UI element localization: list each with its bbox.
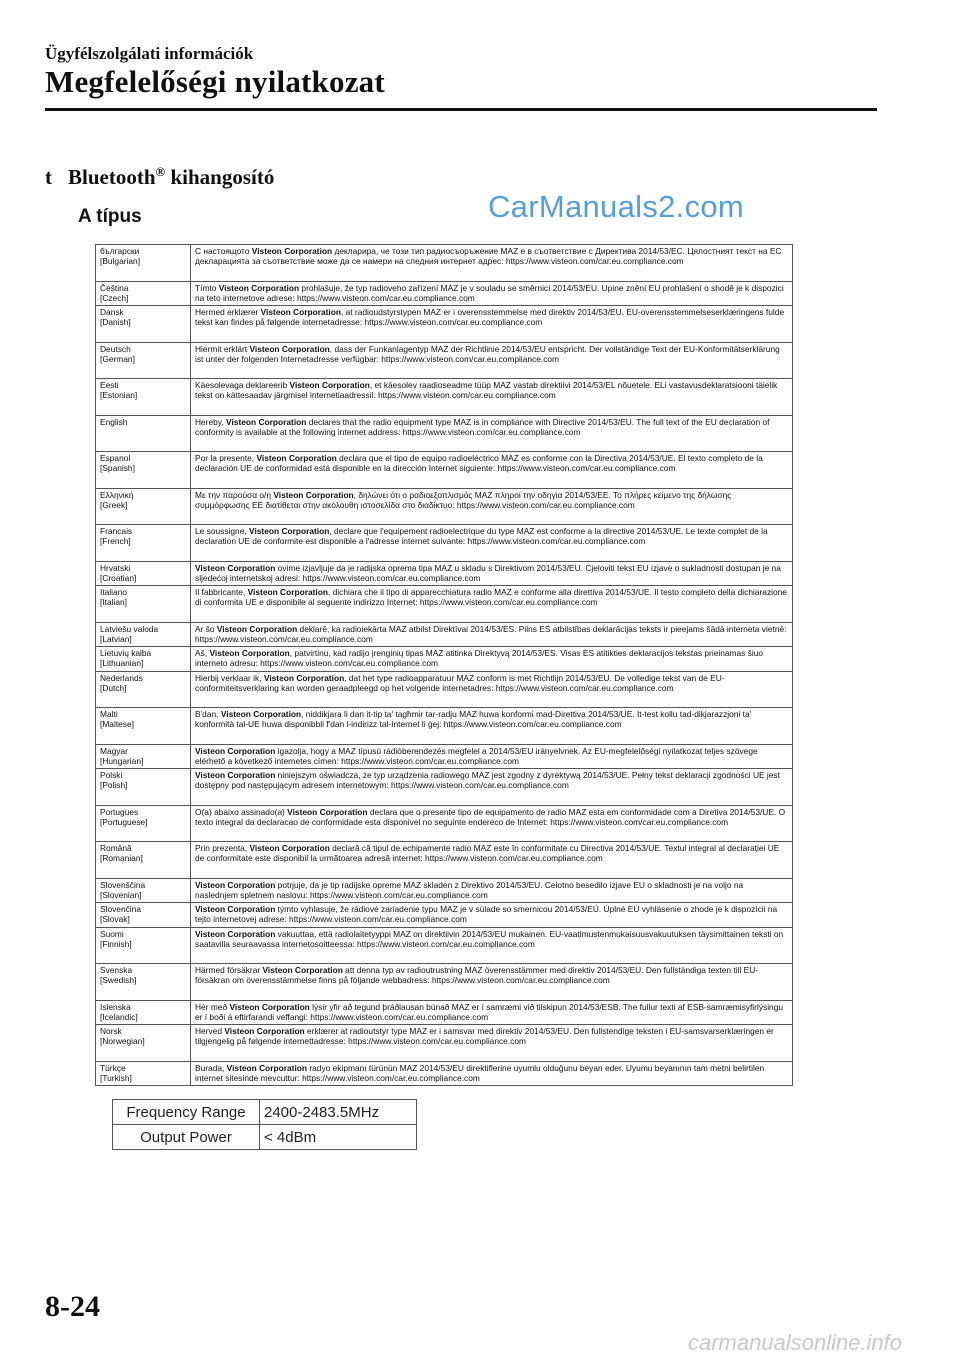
declaration-company: Visteon Corporation <box>249 526 330 536</box>
spec-value: 2400-2483.5MHz <box>260 1100 417 1125</box>
declaration-row <box>96 903 793 928</box>
declaration-text-post: potrjuje, da je tip radijske opreme MAZ skladen z Direktivo 2014/53/EU. Celotno besedilo izjave EU o skladnosti je na voljo na naslednjem spletnem naslovu: https://www.visteon.com/car.eu.compliance.com <box>195 879 744 900</box>
declaration-text-post: týmto vyhlasuje, že rádiové zariadenie typu MAZ je v súlade so smernicou 2014/53/EÚ. Úplné EÚ vyhlásenie o zhode je k dispozícii na tejto internetovej adrese: https://www.visteon.com/car.eu.compliance.com <box>195 904 778 925</box>
declaration-text-post: vakuuttaa, että radiolaitetyyppi MAZ on direktiivin 2014/53/EU mukainen. EU-vaatimustenmukaisuusvakuutuksen täysimittainen teksti on saatavilla seuraavassa internetosoitteessa: https://www.visteon.com/car.eu.compliance.com <box>195 928 784 949</box>
declaration-text <box>191 744 793 769</box>
declaration-text-post: , declare que l'equipement radioelectrique du type MAZ est conforme a la directive 2014/53/UE. Le texte complet de la declaration UE de conformite est disponible a l'adresse internet suivante: https://www.visteon.com/car.eu.compliance.com <box>195 526 768 547</box>
type-label: A típus <box>78 206 142 227</box>
declaration-language: Ελληνική [Greek] <box>96 488 191 525</box>
declaration-table-body <box>96 245 793 1086</box>
declaration-language: Norsk [Norwegian] <box>96 1025 191 1062</box>
declaration-text <box>191 671 793 708</box>
declaration-language: Latviešu valoda [Latvian] <box>96 622 191 647</box>
declaration-language: Dansk [Danish] <box>96 306 191 343</box>
declaration-text-pre: Hereby, <box>195 416 227 427</box>
declaration-text <box>191 245 793 282</box>
declaration-text-pre: Hierbij verklaar ik, <box>195 672 264 683</box>
declaration-language: English <box>96 415 191 452</box>
declaration-text-post: , et käesolev raadioseadme tüüp MAZ vastab direktiivi 2014/53/EL nõuetele. ELi vastavusdeklaratsiooni täielik tekst on kättesaadav järgmisel internetiaadressil: https://www.visteon.com/car.eu.compliance.com <box>195 380 778 401</box>
declaration-text-pre: Ar šo <box>195 623 217 634</box>
declaration-text-pre: Hermed erklærer <box>195 307 261 317</box>
declaration-text <box>191 1061 793 1086</box>
declaration-row <box>96 842 793 879</box>
declaration-text-pre: Käesolevaga deklareerib <box>195 380 290 390</box>
footer-watermark: carmanualsonline.info <box>688 1330 903 1355</box>
declaration-text-pre: O(a) abaixo assinado(a) <box>195 806 288 817</box>
declaration-text <box>191 708 793 745</box>
declaration-row <box>96 281 793 306</box>
declaration-text <box>191 1000 793 1025</box>
declaration-text-post: декларира, че този тип радиосъоръжение MAZ е в съответствие с Директива 2014/53/ЕС. Цялостният текст на ЕС декларацията за съответствие може да се намери на следния интернет адрес: https://www.visteon.com/car.eu.compliance.com <box>195 246 782 267</box>
declaration-language: български [Bulgarian] <box>96 245 191 282</box>
declaration-language: Malti [Maltese] <box>96 708 191 745</box>
declaration-row <box>96 805 793 842</box>
declaration-company: Visteon Corporation <box>287 806 368 817</box>
declaration-row <box>96 415 793 452</box>
declaration-row <box>96 306 793 343</box>
declaration-language: Francais [French] <box>96 525 191 562</box>
declaration-language: Hrvatski [Croatian] <box>96 561 191 586</box>
spec-row <box>113 1125 417 1150</box>
declaration-row <box>96 1000 793 1025</box>
declaration-text-pre: Hiermit erklärt <box>195 343 250 354</box>
declaration-text-pre: Le soussigne, <box>195 526 250 536</box>
declaration-text-pre: Prin prezenta, <box>195 843 250 853</box>
declaration-text <box>191 903 793 928</box>
bullet-glyph: t <box>45 165 52 189</box>
declaration-language: Slovenščina [Slovenian] <box>96 878 191 903</box>
declaration-company: Visteon Corporation <box>249 343 330 354</box>
declaration-text <box>191 878 793 903</box>
declaration-text-post: declara que o presente tipo de equipamento de radio MAZ esta em conformidade com a Diretiva 2014/53/UE. O texto integral da declaracao de conformidade esta disponivel no seguinte endereco de Internet: https://www.visteon.com/car.eu.compliance.com <box>195 806 786 827</box>
declaration-text <box>191 281 793 306</box>
declaration-text-post: igazolja, hogy a MAZ típusú rádióberendezés megfelel a 2014/53/EU irányelvnek. Az EU-megfelelőségi nyilatkozat teljes szövege elérhető a következő internetes címen: https://www.visteon.com/car.eu.compliance.com <box>195 745 758 766</box>
declaration-row <box>96 452 793 489</box>
declaration-row <box>96 927 793 964</box>
declaration-row <box>96 769 793 806</box>
declaration-text <box>191 805 793 842</box>
declaration-text-pre: Aš, <box>195 648 210 658</box>
declaration-company: Visteon Corporation <box>226 416 307 427</box>
declaration-language: Türkçe [Turkish] <box>96 1061 191 1086</box>
declaration-company: Visteon Corporation <box>226 1062 308 1073</box>
declaration-language: Lietuvių kalba [Lithuanian] <box>96 647 191 672</box>
title-rule <box>45 108 877 111</box>
declaration-company: Visteon Corporation <box>195 562 276 573</box>
declaration-company: Visteon Corporation <box>209 648 290 658</box>
page-number: 8-24 <box>45 1290 100 1323</box>
declaration-language: Deutsch [German] <box>96 342 191 379</box>
declaration-company: Visteon Corporation <box>229 1001 310 1012</box>
declaration-text <box>191 1025 793 1062</box>
declaration-text-pre: Burada, <box>195 1062 227 1073</box>
declaration-row <box>96 245 793 282</box>
declaration-language: Magyar [Hungarian] <box>96 744 191 769</box>
declaration-company: Visteon Corporation <box>262 965 343 975</box>
declaration-company: Visteon Corporation <box>195 879 276 890</box>
declaration-company: Visteon Corporation <box>195 904 276 914</box>
declaration-text-pre: Με την παρούσα ο/η <box>195 489 274 500</box>
declaration-text-post: declares that the radio equipment type MAZ is in compliance with Directive 2014/53/EU. The full text of the EU declaration of conformity is available at the following internet address: https://www.visteon.com/car.eu.compliance.com <box>195 416 770 437</box>
declaration-text <box>191 622 793 647</box>
declaration-row <box>96 744 793 769</box>
declaration-row <box>96 525 793 562</box>
declaration-text-post: radyo ekipmanı türünün MAZ 2014/53/EU direktiflerine uyumlu olduğunu beyan eder. Uyumu beyanının tam metni belirtilen internet sitesinde mevcuttur: https://www.visteon.com/car.eu.compliance.com <box>195 1062 765 1083</box>
declaration-company: Visteon Corporation <box>256 453 337 463</box>
declaration-text <box>191 769 793 806</box>
declaration-text-post: deklarē, ka radioiekārta MAZ atbilst Direktīvai 2014/53/ES. Pilns ES atbilstības deklarācijas teksts ir pieejams šādā interneta vietnē: https://www.visteon.com/car.eu.compliance.com <box>195 623 787 644</box>
declaration-text-pre: Por la presente, <box>195 453 257 463</box>
declaration-text-post: lýsir yfir að tegund þráðlausan búnað MAZ er í samræmi við tilskipun 2014/53/ESB. The fullur texti af ESB-samræmisyfirlýsingu er í boði á eftirfarandi veffangi: https://www.visteon.com/car.eu.compliance.com <box>195 1001 784 1022</box>
declaration-row <box>96 671 793 708</box>
declaration-company: Visteon Corporation <box>216 623 298 634</box>
declaration-company: Visteon Corporation <box>224 1026 305 1036</box>
declaration-text <box>191 415 793 452</box>
declaration-text-pre: Herved <box>195 1026 225 1036</box>
declaration-text <box>191 342 793 379</box>
page-title: Megfelelőségi nyilatkozat <box>45 64 385 99</box>
declaration-text-post: att denna typ av radioutrustning MAZ överensstämmer med direktiv 2014/53/EU. Den fullständiga texten till EU-försäkran om överensstämmelse finns på följande webbadress: https://www.visteon.com/car.eu.compliance.com <box>195 965 759 986</box>
declaration-company: Visteon Corporation <box>260 307 341 317</box>
declaration-language: Islenska [Icelandic] <box>96 1000 191 1025</box>
declaration-text-post: , at radioudstyrstypen MAZ er i overensstemmelse med direktiv 2014/53/EU. EU-overensstemmelseserklæringens fulde tekst kan findes på følgende internetadresse: https://www.visteon.com/car.eu.compliance.com <box>195 307 785 328</box>
declaration-company: Visteon Corporation <box>195 745 276 756</box>
declaration-language: Svenska [Swedish] <box>96 964 191 1001</box>
spec-table <box>112 1099 417 1150</box>
declaration-company: Visteon Corporation <box>195 770 276 780</box>
declaration-language: Nederlands [Dutch] <box>96 671 191 708</box>
declaration-row <box>96 1061 793 1086</box>
subsection-title: Bluetooth <box>68 165 156 189</box>
declaration-row <box>96 878 793 903</box>
declaration-table <box>95 244 793 1086</box>
declaration-row <box>96 342 793 379</box>
declaration-text <box>191 842 793 879</box>
declaration-company: Visteon Corporation <box>249 843 330 853</box>
declaration-text-pre: Tímto <box>195 282 219 293</box>
declaration-language: Română [Romanian] <box>96 842 191 879</box>
declaration-text <box>191 525 793 562</box>
declaration-row <box>96 622 793 647</box>
spec-key: Frequency Range <box>113 1100 260 1125</box>
declaration-text-pre: С настоящото <box>195 246 252 256</box>
declaration-text <box>191 964 793 1001</box>
declaration-language: Slovenčina [Slovak] <box>96 903 191 928</box>
declaration-text-post: , dat het type radioapparatuur MAZ conform is met Richtlijn 2014/53/EU. De volledige tekst van de EU-conformiteitsverklaring kan worden geraadpleegd op het volgende internetadres: https://www.visteon.com/car.eu.compliance.com <box>195 672 725 693</box>
declaration-company: Visteon Corporation <box>247 587 328 597</box>
declaration-text-post: prohlašuje, že typ radioveho zařízení MAZ je v souladu se směrnicí 2014/53/EU. Upine znění EU prohlašení o shodě je k dispozici na teto internetove adrese: https://www.visteon.com/car.eu.compliance.com <box>195 282 784 303</box>
declaration-row <box>96 647 793 672</box>
declaration-language: Čeština [Czech] <box>96 281 191 306</box>
declaration-text-pre: Härmed försäkrar <box>195 965 263 975</box>
declaration-text <box>191 452 793 489</box>
declaration-text-pre: Hér með <box>195 1001 230 1012</box>
declaration-text-post: , dichiara che il tipo di apparecchiatura radio MAZ e conforme alla direttiva 2014/53/UE. Il testo completo della dichiarazione di conformita UE e disponibile al seguente indirizzo Internet: https://www.visteon.com/car.eu.compliance.com <box>195 587 787 608</box>
declaration-text <box>191 586 793 623</box>
declaration-row <box>96 488 793 525</box>
declaration-text <box>191 488 793 525</box>
declaration-text-post: declara que el tipo de equipo radioeléctrico MAZ es conforme con la Directiva 2014/53/UE. El texto completo de la declaración UE de conformidad está disponible en la dirección Internet siguiente: https://www.visteon.com/car.eu.compliance.com <box>195 453 763 474</box>
declaration-text <box>191 561 793 586</box>
declaration-language: Italiano [Italian] <box>96 586 191 623</box>
spec-value: < 4dBm <box>260 1125 417 1150</box>
declaration-text-pre: B'dan, <box>195 709 221 719</box>
declaration-row <box>96 379 793 416</box>
declaration-text-post: niniejszym oświadcza, że typ urządzenia radiowego MAZ jest zgodny z dyrektywą 2014/53/UE. Pełny tekst deklaracji zgodności UE jest dostępny pod następującym adresem internetowym: https://www.visteon.com/car.eu.compliance.com <box>195 770 780 791</box>
declaration-language: Portugues [Portuguese] <box>96 805 191 842</box>
declaration-language: Polski [Polish] <box>96 769 191 806</box>
declaration-text <box>191 647 793 672</box>
declaration-text-post: , patvirtinu, kad radijo įrenginių tipas MAZ atitinka Direktyvą 2014/53/ES. Visas ES atitikties deklaracijos tekstas prieinamas šiuo interneto adresu: https://www.visteon.com/car.eu.compliance.com <box>195 648 764 669</box>
declaration-text <box>191 306 793 343</box>
declaration-text <box>191 927 793 964</box>
declaration-text-post: , dass der Funkanlagentyp MAZ der Richtlinie 2014/53/EU entspricht. Der vollständige Text der EU-Konformitätserklärung ist unter der folgenden Internetadresse verfügbar: https://www.visteon.com/car.eu.compliance.com <box>195 343 780 364</box>
registered-mark: ® <box>155 164 166 179</box>
declaration-company: Visteon Corporation <box>273 489 354 500</box>
declaration-company: Visteon Corporation <box>195 928 276 939</box>
declaration-company: Visteon Corporation <box>251 246 333 256</box>
section-label: Ügyfélszolgálati információk <box>45 44 254 63</box>
declaration-company: Visteon Corporation <box>220 709 302 719</box>
subsection-title-rest: kihangosító <box>165 165 275 189</box>
declaration-text-pre: Il fabbricante, <box>195 587 248 597</box>
declaration-text <box>191 379 793 416</box>
declaration-language: Suomi [Finnish] <box>96 927 191 964</box>
declaration-company: Visteon Corporation <box>263 672 345 683</box>
declaration-language: Eesti [Estonian] <box>96 379 191 416</box>
declaration-row <box>96 708 793 745</box>
spec-key: Output Power <box>113 1125 260 1150</box>
declaration-text-post: , δηλώνει ότι ο ραδιοεξοπλισμός MAZ πληροί την οδηγία 2014/53/ΕΕ. Το πλήρες κείμενο της δήλωσης συμμόρφωσης ΕΕ διατίθεται στην ακόλουθη ιστοσελίδα στο διαδίκτυο: https://www.visteon.com/car.eu.compliance.com <box>195 489 732 510</box>
declaration-row <box>96 1025 793 1062</box>
declaration-company: Visteon Corporation <box>218 282 300 293</box>
subsection-heading <box>45 164 274 190</box>
declaration-row <box>96 561 793 586</box>
declaration-text-post: ovime izjavljuje da je radijska oprema tipa MAZ u skladu s Direktivom 2014/53/EU. Cjeloviti tekst EU izjave o sukladnosti dostupan je na sljedećoj internetskoj adresi: https://www.visteon.com/car.eu.compliance.com <box>195 562 781 583</box>
declaration-text-post: , niddikjara li dan it-tip ta' tagħmir tar-radju MAZ huwa konformi mad-Direttiva 2014/53/UE. It-test kollu tad-dikjarazzjoni ta' konformità tal-UE huwa disponibbli f'dan l-indirizz tal-Internet li ġej: https://www.visteon.com/car.eu.compliance.com <box>195 709 752 730</box>
declaration-text-post: declară că tipul de echipamente radio MAZ este în conformitate cu Directiva 2014/53/UE. Textul integral al declarației UE de conformitate este disponibil la următoarea adresă internet: https://www.visteon.com/car.eu.compliance.com <box>195 843 780 864</box>
declaration-row <box>96 586 793 623</box>
declaration-language: Espanol [Spanish] <box>96 452 191 489</box>
declaration-company: Visteon Corporation <box>289 380 370 390</box>
declaration-text-post: erklærer at radioutstyr type MAZ er i samsvar med direktiv 2014/53/EU. Den fullstendige teksten i EU-samsvarserklæringen er tilgjengelig på følgende internettadresse: https://www.visteon.com/car.eu.compliance.com <box>195 1026 774 1047</box>
spec-row <box>113 1100 417 1125</box>
watermark: CarManuals2.com <box>488 189 745 224</box>
declaration-row <box>96 964 793 1001</box>
